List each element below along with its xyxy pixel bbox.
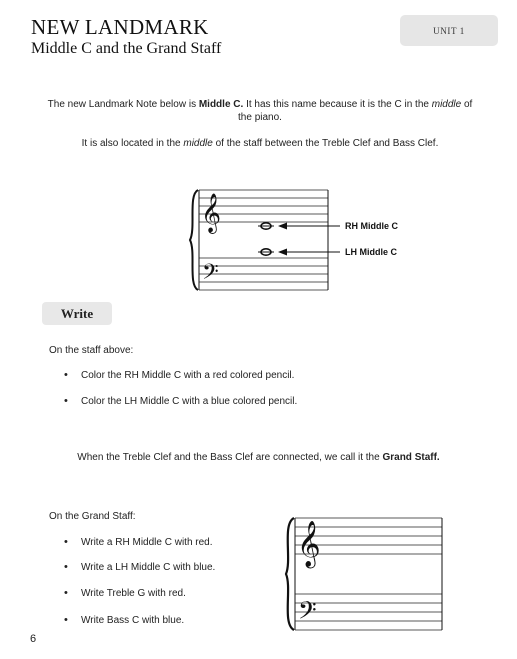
intro-italic-middle: middle — [431, 99, 462, 110]
intro-text: It has this name because it is the C in the — [243, 99, 432, 110]
bass-staff — [295, 594, 442, 630]
grand-staff-term: Grand Staff. — [382, 452, 440, 463]
list-item: • Write Treble G with red. — [81, 587, 186, 600]
page-subtitle: Middle C and the Grand Staff — [31, 40, 222, 57]
lh-middle-c-label: LH Middle C — [345, 247, 397, 257]
bass-clef-icon: 𝄢 — [298, 596, 317, 630]
intro-italic-middle: middle — [183, 138, 213, 149]
grand-staff-instruction: On the Grand Staff: — [49, 511, 136, 522]
intro-text: of the piano. — [238, 99, 473, 123]
definition-text: When the Treble Clef and the Bass Clef are connected, we call it the — [77, 452, 383, 463]
intro-text: The new Landmark Note below is — [47, 99, 199, 110]
list-item: • Write a LH Middle C with blue. — [81, 561, 215, 574]
bass-clef-icon: 𝄢 — [202, 260, 219, 290]
staff-brace-icon — [286, 518, 294, 630]
treble-clef-icon: 𝄞 — [297, 521, 321, 567]
list-item: • Write Bass C with blue. — [81, 614, 184, 627]
list-item: • Color the LH Middle C with a blue colored pencil. — [81, 395, 297, 408]
write-section-badge: Write — [42, 302, 112, 325]
write-instruction: On the staff above: — [49, 345, 134, 356]
intro-bold-middle-c: Middle C. — [198, 99, 244, 110]
intro-text: of the staff between the Treble Clef and Bass Clef. — [212, 138, 439, 149]
page-number: 6 — [30, 633, 37, 645]
page-title: NEW LANDMARK — [31, 15, 209, 39]
list-item: • Color the RH Middle C with a red colored pencil. — [81, 369, 294, 382]
list-item: • Write a RH Middle C with red. — [81, 536, 213, 549]
intro-text: It is also located in the — [81, 138, 184, 149]
treble-clef-icon: 𝄞 — [201, 193, 222, 233]
rh-middle-c-label: RH Middle C — [345, 221, 398, 231]
unit-badge: UNIT 1 — [400, 15, 498, 46]
